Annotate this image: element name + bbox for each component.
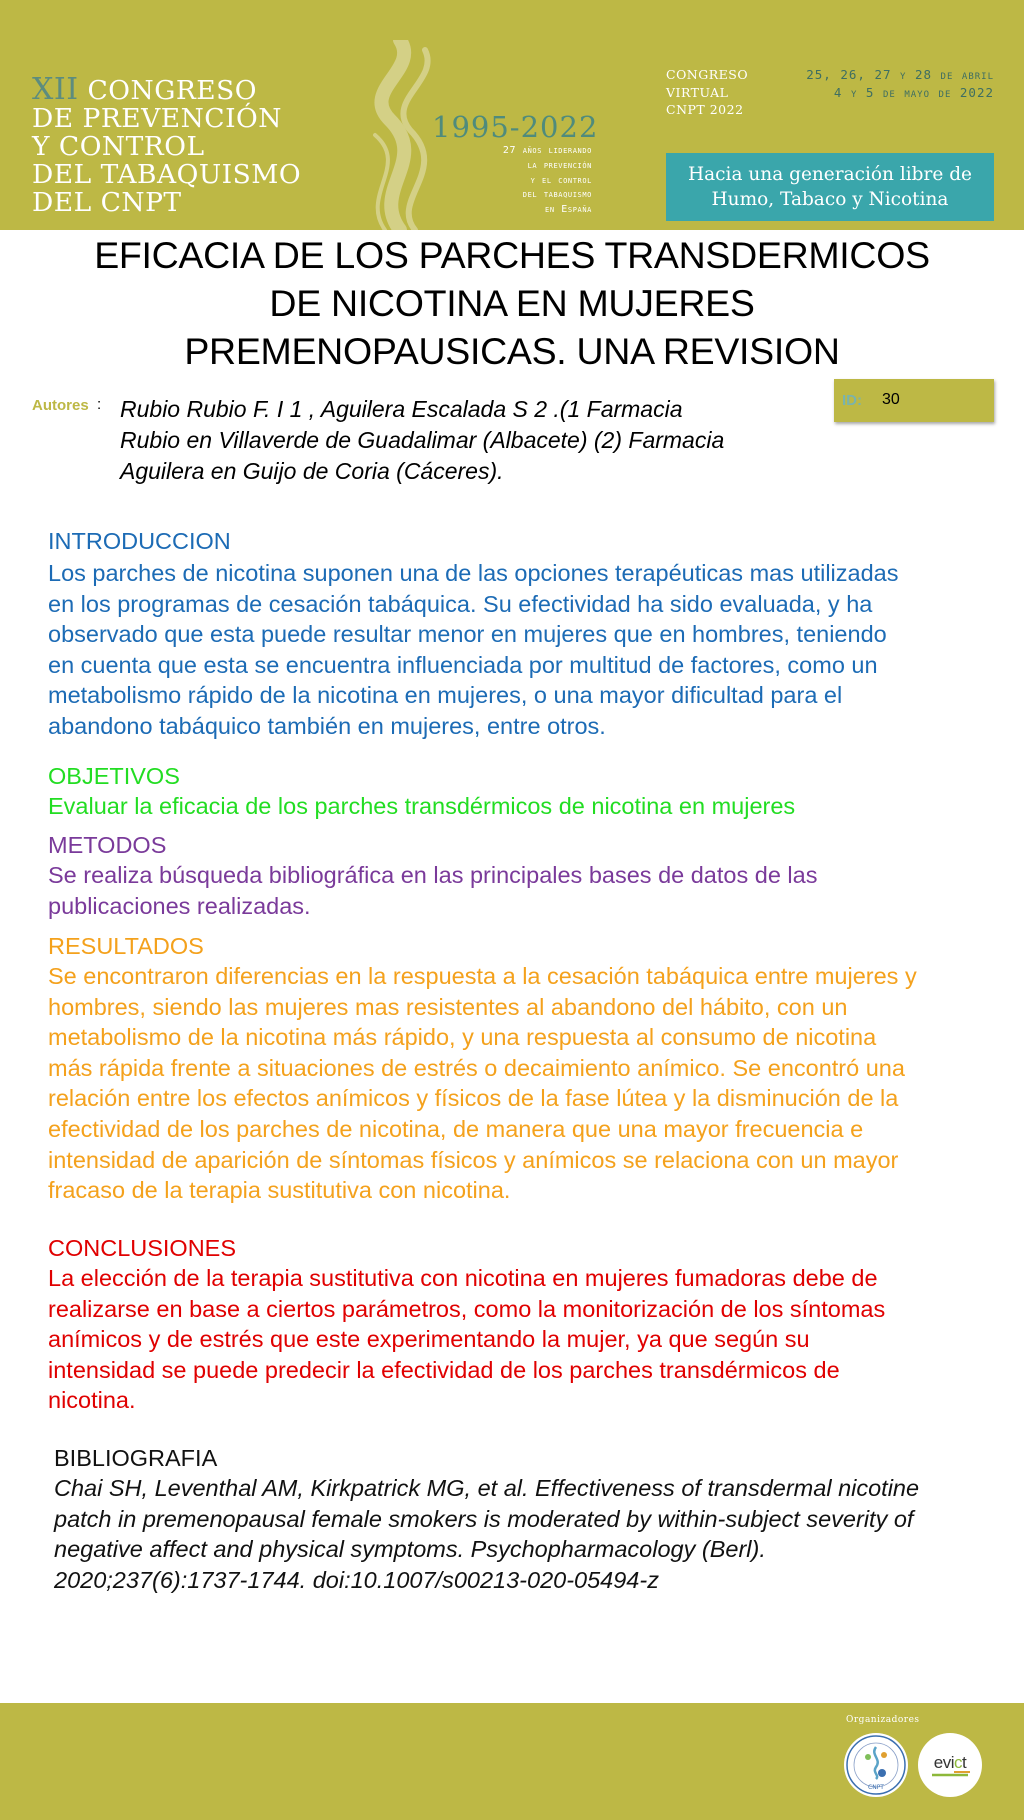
evict-text-accent: c xyxy=(954,1753,962,1772)
poster-title-line: PREMENOPAUSICAS. UNA REVISION xyxy=(184,330,840,372)
body-line: en cuenta que esta se encuentra influenciada por multitud de factores, como un xyxy=(48,651,878,678)
section-resultados xyxy=(48,931,998,1206)
virtual-line: CONGRESO xyxy=(666,67,749,82)
congress-header xyxy=(0,0,1024,230)
evict-text-pre: evi xyxy=(933,1753,954,1772)
congress-title-line: DEL TABAQUISMO xyxy=(32,159,302,190)
body-line: hombres, siendo las mujeres mas resistentes al abandono del hábito, con un xyxy=(48,993,848,1020)
section-heading: INTRODUCCION xyxy=(48,528,231,554)
poster-id-value: 30 xyxy=(882,391,900,408)
section-bibliografia xyxy=(54,1443,1004,1595)
body-line: anímicos y de estrés que este experimentando la mujer, ya que según su xyxy=(48,1326,810,1353)
section-body xyxy=(54,1473,1004,1595)
body-line: metabolismo rápido de la nicotina en mujeres, o una mayor dificultad para el xyxy=(48,682,843,709)
body-line: efectividad de los parches de nicotina, de manera que una mayor frecuencia e xyxy=(48,1115,864,1142)
virtual-line: CNPT 2022 xyxy=(666,102,744,117)
poster-id-box xyxy=(834,379,994,422)
section-conclusiones xyxy=(48,1233,998,1416)
congress-title-line: DEL CNPT xyxy=(32,187,182,218)
body-line: en los programas de cesación tabáquica. Su efectividad ha sido evaluada, y ha xyxy=(48,590,873,617)
body-line: abandono tabáquico también en mujeres, entre otros. xyxy=(48,712,606,739)
body-line: intensidad de aparición de síntomas físicos y anímicos se relaciona con un mayor xyxy=(48,1146,899,1173)
authors-label: Autores xyxy=(32,397,89,414)
poster-id-label: ID: xyxy=(842,392,862,409)
evict-logo xyxy=(918,1733,982,1797)
slogan-box xyxy=(666,153,994,221)
anniversary-subtitle-line: la prevención xyxy=(527,159,592,171)
section-body xyxy=(48,558,998,742)
section-body xyxy=(48,860,998,921)
section-heading: BIBLIOGRAFIA xyxy=(54,1445,218,1471)
body-line: publicaciones realizadas. xyxy=(48,892,311,919)
congress-title-line: DE PREVENCIÓN xyxy=(32,103,282,134)
body-line: nicotina. xyxy=(48,1387,136,1414)
anniversary-subtitle xyxy=(440,144,592,218)
poster-title xyxy=(30,231,994,375)
section-heading: OBJETIVOS xyxy=(48,763,180,789)
congress-dates xyxy=(760,66,994,102)
authors-list xyxy=(120,394,820,487)
section-body xyxy=(48,961,998,1206)
section-heading: METODOS xyxy=(48,832,167,858)
body-line: relación entre los efectos anímicos y físicos de la fase lútea y la disminución de la xyxy=(48,1085,899,1112)
body-line: realizarse en base a ciertos parámetros, como la monitorización de los síntomas xyxy=(48,1295,886,1322)
body-line: observado que esta puede resultar menor en mujeres que en hombres, teniendo xyxy=(48,621,887,648)
body-line: Chai SH, Leventhal AM, Kirkpatrick MG, et al. Effectiveness of transdermal nicotine xyxy=(54,1475,920,1501)
cnpt-logo-text: CNPT xyxy=(868,1784,884,1791)
evict-text-post: t xyxy=(962,1753,967,1772)
body-line: intensidad se puede predecir la efectividad de los parches transdérmicos de xyxy=(48,1356,840,1383)
slogan-line: Humo, Tabaco y Nicotina xyxy=(711,189,949,210)
anniversary-years: 1995-2022 xyxy=(432,110,599,144)
anniversary-subtitle-line: y el control xyxy=(530,174,592,186)
body-line: Se encontraron diferencias en la respuesta a la cesación tabáquica entre mujeres y xyxy=(48,963,917,989)
anniversary-subtitle-line: del tabaquismo xyxy=(522,189,592,201)
body-line: 2020;237(6):1737-1744. doi:10.1007/s00213-020-05494-z xyxy=(54,1566,659,1593)
body-line: más rápida frente a situaciones de estrés o decaimiento anímico. Se encontró una xyxy=(48,1054,905,1081)
anniversary-subtitle-line: 27 años liderando xyxy=(502,145,592,156)
cnpt-seal-icon xyxy=(844,1733,908,1797)
congress-title xyxy=(32,72,302,218)
date-line: 4 y 5 de mayo de 2022 xyxy=(833,85,994,100)
section-body xyxy=(48,791,998,822)
cnpt-logo xyxy=(844,1733,908,1797)
organizers-label: Organizadores xyxy=(846,1715,920,1725)
virtual-congress-label xyxy=(666,66,748,119)
body-line: metabolismo de la nicotina más rápido, y una respuesta al consumo de nicotina xyxy=(48,1024,877,1051)
body-line: La elección de la terapia sustitutiva con nicotina en mujeres fumadoras debe de xyxy=(48,1265,878,1291)
body-line: fracaso de la terapia sustitutiva con nicotina. xyxy=(48,1177,511,1204)
body-line: patch in premenopausal female smokers is moderated by within-subject severity of xyxy=(54,1505,914,1532)
authors-line: Rubio Rubio F. I 1 , Aguilera Escalada S 2 .(1 Farmacia xyxy=(120,396,683,422)
section-objetivos xyxy=(48,761,998,822)
authors-line: Aguilera en Guijo de Coria (Cáceres). xyxy=(120,458,504,484)
body-line: negative affect and physical symptoms. Psychopharmacology (Berl). xyxy=(54,1536,766,1563)
evict-underline-icon xyxy=(918,1733,982,1797)
body-line: Evaluar la eficacia de los parches transdérmicos de nicotina en mujeres xyxy=(48,793,796,819)
section-heading: RESULTADOS xyxy=(48,933,204,959)
poster-title-line: DE NICOTINA EN MUJERES xyxy=(269,282,755,324)
congress-title-line: Y CONTROL xyxy=(32,131,205,162)
anniversary-subtitle-line: en España xyxy=(545,204,592,216)
date-line: 25, 26, 27 y 28 de abril xyxy=(806,67,994,82)
section-body xyxy=(48,1263,998,1416)
section-metodos xyxy=(48,830,998,921)
authors-colon: : xyxy=(97,396,102,413)
slogan-line: Hacia una generación libre de xyxy=(688,164,972,185)
body-line: Los parches de nicotina suponen una de las opciones terapéuticas mas utilizadas xyxy=(48,560,899,586)
poster-footer xyxy=(0,1703,1024,1820)
poster-title-line: EFICACIA DE LOS PARCHES TRANSDERMICOS xyxy=(94,234,930,276)
congress-title-line: CONGRESO xyxy=(87,75,258,106)
section-heading: CONCLUSIONES xyxy=(48,1235,237,1261)
section-introduccion xyxy=(48,526,998,742)
congress-roman-numeral: XII xyxy=(32,72,79,107)
virtual-line: VIRTUAL xyxy=(666,84,729,100)
authors-line: Rubio en Villaverde de Guadalimar (Albacete) (2) Farmacia xyxy=(120,427,725,453)
body-line: Se realiza búsqueda bibliográfica en las principales bases de datos de las xyxy=(48,862,818,888)
